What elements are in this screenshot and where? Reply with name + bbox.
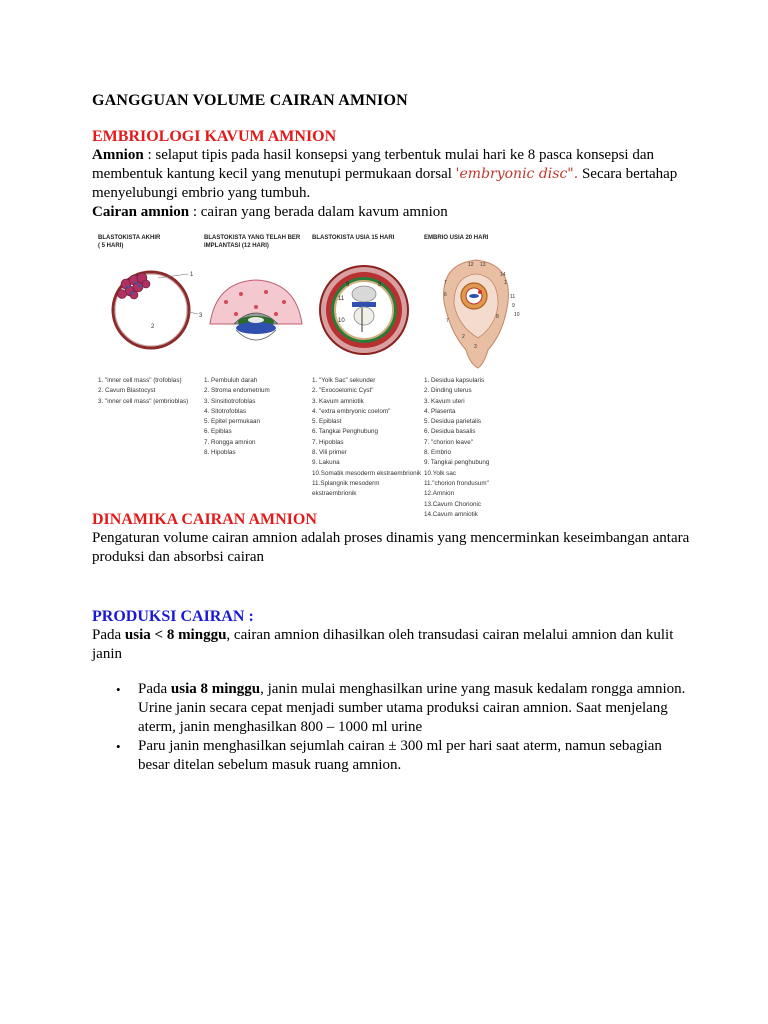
panel-4-caption: EMBRIO USIA 20 HARI — [424, 235, 489, 241]
produksi-text-2: , cairan amnion dihasilkan oleh transudasi cairan melalui amnion dan kulit janin — [92, 627, 674, 662]
legend-item: 1. Pembuluh darah — [204, 377, 258, 384]
figure-panel-3 — [312, 234, 417, 242]
legend-item: 9. Lakuna — [312, 459, 340, 467]
legend-item: 6. Tangkai Penghubung — [312, 428, 379, 436]
legend-item: 4. "extra embryonic coelom" — [312, 407, 391, 415]
dinamika-paragraph: Pengaturan volume cairan amnion adalah proses dinamis yang mencerminkan keseimbangan antara produksi dan absorbsi cairan — [92, 530, 690, 565]
legend-item: 2. Stroma endometrium — [204, 387, 270, 395]
heading-embriologi: EMBRIOLOGI KAVUM AMNION — [92, 128, 337, 145]
p3-label-11: 11 — [338, 296, 345, 302]
p4-label-8: 8 — [496, 314, 499, 320]
legend-item: 5. Desidua parietalis — [424, 418, 482, 426]
heading-dinamika: DINAMIKA CAIRAN AMNION — [92, 511, 317, 528]
p4-label-6: 6 — [444, 292, 447, 298]
amnion-definition — [92, 146, 692, 203]
p3-label-9: 9 — [346, 282, 350, 288]
p3-label-8: 8 — [378, 282, 382, 288]
legend-item: 3. Kavum amniotik — [312, 397, 364, 405]
legend-item: 8. Embrio — [424, 449, 451, 457]
list-item — [92, 680, 692, 737]
legend-item: 10.Yolk sac — [424, 469, 456, 477]
p4-label-12: 12 — [468, 262, 474, 268]
figure-panel-1 — [98, 234, 203, 250]
legend-item: 6. Epiblas — [204, 428, 232, 436]
bullet-text-2: , janin mulai menghasilkan urine yang masuk kedalam rongga amnion. Urine janin secara cepat menjadi sumber utama produksi cairan amnion. Saat menjelang aterm, janin menghasilkan 800 – 1000 ml urine — [138, 681, 686, 735]
legend-item: 3. "inner cell mass" (embrioblas) — [98, 397, 189, 405]
legend-item: 2. Dinding uterus — [424, 387, 472, 395]
panel-2-caption: BLASTOKISTA YANG TELAH BER IMPLANTASI (12 HARI) — [204, 235, 301, 249]
legend-item: 6. Desidua basalis — [424, 428, 476, 436]
p4-label-3: 3 — [474, 344, 477, 350]
legend-item: 13.Cavum Chorionic — [424, 500, 482, 508]
legend-item: 1. "Yolk Sac" sekunder — [312, 377, 376, 384]
legend-item: 7. Hipoblas — [312, 438, 344, 446]
legend-item: 1. Desidua kapsularis — [424, 377, 485, 384]
produksi-text: Pada — [92, 627, 125, 643]
panel-2-legend — [204, 376, 312, 458]
p4-label-11: 11 — [510, 294, 516, 300]
p1-label-2: 2 — [151, 324, 155, 330]
bullet-text: Pada — [138, 681, 171, 697]
p3-label-10: 10 — [338, 318, 345, 324]
cairan-definition — [92, 203, 692, 222]
embryology-figure — [94, 234, 534, 518]
implanted-blastocyst-diagram — [206, 272, 306, 354]
amnion-term: Amnion — [92, 147, 144, 163]
produksi-bullet-list — [92, 680, 692, 775]
panel-1-caption: BLASTOKISTA AKHIR ( 5 HARI) — [98, 235, 161, 249]
embryo-20day-diagram — [424, 252, 532, 374]
document-title: GANGGUAN VOLUME CAIRAN AMNION — [92, 92, 408, 109]
figure-panel-4 — [424, 234, 534, 242]
legend-item: 5. Epitel permukaan — [204, 418, 261, 426]
p1-label-3: 3 — [199, 313, 203, 319]
cairan-def-text: : cairan yang berada dalam kavum amnion — [189, 204, 448, 220]
p4-label-7b: 7 — [446, 318, 449, 324]
legend-item: 3. Sinsitiotrofoblas — [204, 397, 256, 405]
legend-item: 10.Somatik mesoderm ekstraembrionik — [312, 469, 422, 477]
legend-item: 8. Hipoblas — [204, 449, 236, 457]
legend-item: 2. "Exocoelomic Cyst" — [312, 387, 374, 395]
legend-item: 11.Splangnik mesoderm ekstraembrionik — [312, 479, 380, 498]
panel-3-caption: BLASTOKISTA USIA 15 HARI — [312, 235, 395, 241]
cairan-term: Cairan amnion — [92, 204, 190, 220]
blastocyst-15day-diagram — [316, 260, 414, 372]
legend-item: 9. Tangkai penghubung — [424, 459, 490, 467]
figure-panel-2 — [204, 234, 309, 250]
panel-3-legend — [312, 376, 424, 500]
heading-produksi: PRODUKSI CAIRAN : — [92, 608, 254, 625]
produksi-paragraph — [92, 626, 692, 664]
legend-item: 5. Epiblast — [312, 418, 342, 426]
legend-item: 3. Kavum uteri — [424, 397, 465, 405]
p4-label-13: 13 — [480, 262, 486, 268]
p4-label-10: 10 — [514, 312, 520, 318]
produksi-bold: usia < 8 minggu — [124, 627, 227, 643]
p4-label-9: 9 — [512, 303, 515, 309]
p4-label-7: 7 — [444, 280, 447, 286]
legend-item: 11."chorion frondusum" — [424, 479, 489, 487]
p4-label-2: 2 — [462, 334, 465, 340]
list-item: • Paru janin menghasilkan sejumlah cairan ± 300 ml per hari saat aterm, namun sebagian besar ditelan sebelum masuk ruang amnion. — [92, 737, 692, 775]
p4-label-14: 14 — [500, 272, 506, 278]
legend-item: 8. Vili primer — [312, 449, 347, 457]
amnion-def-text: : selaput tipis pada hasil konsepsi yang terbentuk mulai hari ke 8 pasca konsepsi dan membentuk kantung kecil yang menutupi permukaan dorsal — [92, 147, 654, 182]
legend-item: 1. "inner cell mass" (trofoblas) — [98, 377, 182, 384]
bullet-bold: usia 8 minggu — [170, 681, 261, 697]
legend-item: 7. "chorion leave" — [424, 438, 473, 446]
document-body — [92, 92, 692, 775]
legend-item: 7. Rongga amnion — [204, 438, 256, 446]
embryonic-disc-handwritten: 'embryonic disc". — [455, 166, 579, 182]
p4-label-1: 1 — [504, 280, 507, 286]
blastocyst-5day-diagram — [106, 262, 206, 364]
legend-item: 14.Cavum amniotik — [424, 510, 478, 518]
legend-item: 4. Sitotrofoblas — [204, 407, 247, 415]
legend-item: 4. Plasenta — [424, 407, 456, 415]
panel-1-legend — [98, 376, 208, 407]
legend-item: 12.Amnion — [424, 490, 455, 498]
p1-label-1: 1 — [190, 272, 194, 278]
legend-item: 2. Cavum Blastocyst — [98, 387, 156, 395]
amnion-def-text-2: Secara bertahap menyelubungi embrio yang tumbuh. — [92, 166, 678, 201]
panel-4-legend — [424, 376, 536, 520]
